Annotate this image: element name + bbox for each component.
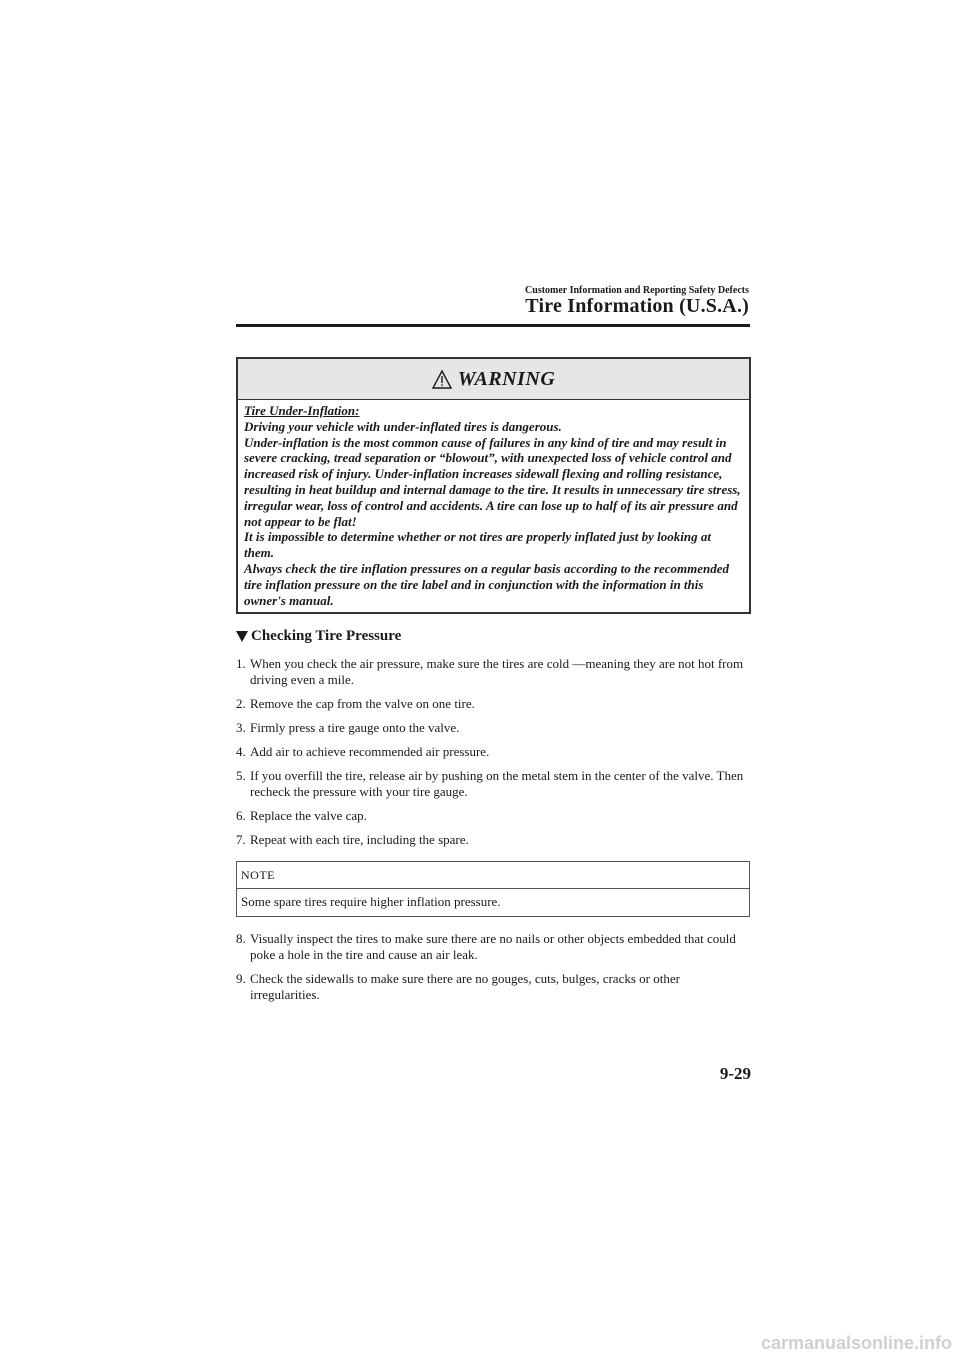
step-text: When you check the air pressure, make sure the tires are cold ―meaning they are not hot from driving even a mile. bbox=[250, 656, 744, 687]
step-number: 3. bbox=[236, 720, 246, 735]
step-number: 1. bbox=[236, 656, 246, 671]
section-header: Customer Information and Reporting Safety Defects bbox=[525, 285, 749, 296]
triangle-bullet-icon bbox=[236, 631, 248, 642]
step-text: Check the sidewalls to make sure there are no gouges, cuts, bulges, cracks or other irregularities. bbox=[250, 971, 680, 1002]
step-number: 9. bbox=[236, 971, 246, 986]
warning-line: It is impossible to determine whether or not tires are properly inflated just by looking at them. bbox=[244, 529, 711, 561]
header-divider bbox=[236, 324, 750, 327]
step-number: 2. bbox=[236, 696, 246, 711]
watermark[interactable]: carmanualsonline.info bbox=[760, 1333, 952, 1353]
section-title: Checking Tire Pressure bbox=[251, 628, 402, 644]
page-title: Tire Information (U.S.A.) bbox=[525, 295, 749, 317]
step-text: Replace the valve cap. bbox=[250, 808, 367, 823]
warning-header bbox=[238, 359, 749, 400]
list-item bbox=[236, 768, 750, 800]
steps-list-continued bbox=[236, 931, 750, 1011]
step-number: 4. bbox=[236, 744, 246, 759]
warning-box bbox=[236, 357, 751, 614]
note-label: NOTE bbox=[237, 862, 749, 889]
note-box bbox=[236, 861, 750, 917]
step-number: 6. bbox=[236, 808, 246, 823]
step-text: Firmly press a tire gauge onto the valve. bbox=[250, 720, 460, 735]
warning-label: WARNING bbox=[457, 367, 556, 390]
list-item bbox=[236, 808, 750, 824]
warning-line: Always check the tire inflation pressures on a regular basis according to the recommended tire inflation pressure on the tire label and in conjunction with the information in this owner's manual. bbox=[244, 560, 729, 608]
page-number: 9-29 bbox=[719, 1064, 751, 1083]
section-heading bbox=[236, 628, 401, 645]
list-item bbox=[236, 656, 750, 688]
warning-subtitle: Tire Under-Inflation: bbox=[244, 403, 360, 418]
step-text: Remove the cap from the valve on one tire. bbox=[250, 696, 475, 711]
step-text: Visually inspect the tires to make sure there are no nails or other objects embedded that could poke a hole in the tire and cause an air leak. bbox=[250, 931, 736, 962]
step-number: 8. bbox=[236, 931, 246, 946]
list-item bbox=[236, 744, 750, 760]
steps-list bbox=[236, 656, 750, 856]
list-item bbox=[236, 696, 750, 712]
warning-line: Driving your vehicle with under-inflated tires is dangerous. bbox=[244, 418, 562, 434]
step-text: Add air to achieve recommended air pressure. bbox=[250, 744, 490, 759]
step-text: If you overfill the tire, release air by pushing on the metal stem in the center of the valve. Then recheck the pressure with your tire gauge. bbox=[250, 768, 744, 799]
step-number: 7. bbox=[236, 832, 246, 847]
list-item bbox=[236, 971, 750, 1003]
list-item bbox=[236, 931, 750, 963]
list-item bbox=[236, 832, 750, 848]
warning-triangle-icon bbox=[432, 370, 452, 389]
warning-body bbox=[238, 400, 749, 608]
warning-line: Under-inflation is the most common cause of failures in any kind of tire and may result in severe cracking, tread separation or “blowout”, with unexpected loss of vehicle control and increased risk of injury. Under-inflation increases sidewall flexing and rolling resistance, resulting in heat buildup and internal damage to the tire. It results in unnecessary tire stress, irregular wear, loss of control and accidents. A tire can lose up to half of its air pressure and not appear to be flat! bbox=[244, 434, 741, 529]
list-item bbox=[236, 720, 750, 736]
step-number: 5. bbox=[236, 768, 246, 783]
note-text: Some spare tires require higher inflation pressure. bbox=[241, 894, 501, 909]
step-text: Repeat with each tire, including the spare. bbox=[250, 832, 469, 847]
